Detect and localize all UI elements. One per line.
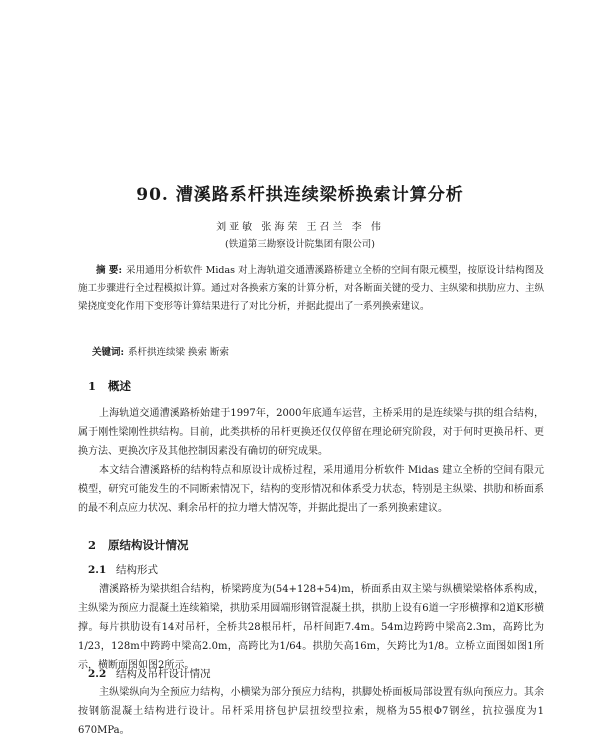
author-list: 刘亚敏 张海荣 王召兰 李 伟 [216, 222, 384, 233]
section-number: 1 [88, 379, 97, 393]
section-heading-2 [88, 537, 189, 553]
section-title: 原结构设计情况 [108, 538, 189, 552]
subsection-number: 2.1 [88, 564, 107, 576]
section-title: 概述 [108, 379, 131, 393]
subsection-title: 结构及吊杆设计情况 [116, 668, 211, 680]
section-number: 2 [88, 538, 97, 552]
subsection-title: 结构形式 [116, 564, 158, 576]
subsection-heading-2-2 [88, 666, 211, 681]
paragraph: 漕溪路桥为梁拱组合结构，桥梁跨度为(54+128+54)m，桥面系由双主梁与纵横梁梁格体系构成，主纵梁为预应力混凝土连续箱梁，拱肋采用圆端形钢管混凝土拱，拱肋上设有6道一字形横撑和2道K形横撑。每片拱肋设有14对吊杆，全桥共28根吊杆，吊杆间距7.4m。54m边跨跨中梁高2.3m，高跨比为1/23，128m中跨跨中梁高2.0m，高跨比为1/64。拱肋矢高16m，矢跨比为1/8。立桥立面图如图1所示，横断面图如图2所示。 [78, 584, 544, 671]
abstract-text: 采用通用分析软件 Midas 对上海轨道交通漕溪路桥建立全桥的空间有限元模型，按原设计结构图及施工步骤进行全过程模拟计算。通过对各换索方案的计算分析，对各断面关键的受力、主纵梁和拱肋应力、主纵梁挠度变化作用下变形等计算结果进行了对比分析，并据此提出了一系列换索建议。 [78, 265, 544, 312]
keywords-text: 系杆拱连续梁 换索 断索 [128, 347, 230, 358]
paragraph: 本文结合漕溪路桥的结构特点和原设计成桥过程，采用通用分析软件 Midas 建立全桥的空间有限元模型，研究可能发生的不同断索情况下，结构的变形情况和体系受力状态，特别是主纵梁、拱肋和桥面系的最不利点应力状况、剩余吊杆的拉力增大情况等，并据此提出了一系列换索建议。 [78, 465, 544, 514]
subsection-number: 2.2 [88, 668, 107, 680]
paragraph: 上海轨道交通漕溪路桥始建于1997年，2000年底通车运营，主桥采用的是连续梁与拱的组合结构，属于刚性梁刚性拱结构。目前，此类拱桥的吊杆更换还仅仅停留在理论研究阶段，对于何时更换吊杆、更换方法、更换次序及其他控制因素没有确切的研究成果。 [78, 408, 544, 457]
abstract-label: 摘 要: [96, 265, 122, 276]
keywords-label: 关键词: [92, 347, 125, 358]
section-heading-1 [88, 378, 131, 394]
keywords [92, 344, 542, 358]
paper-title: 90. 漕溪路系杆拱连续梁桥换索计算分析 [136, 185, 464, 205]
author-affiliation: (铁道第三勘察设计院集团有限公司) [225, 239, 375, 250]
abstract [78, 262, 544, 316]
paragraph: 主纵梁纵向为全预应力结构，小横梁为部分预应力结构，拱脚处桥面板局部设置有纵向预应力。其余按钢筋混凝土结构进行设计。吊杆采用挤包护层扭绞型拉索，规格为55根Φ7钢丝，抗拉强度为1 670MPa。 [78, 687, 544, 736]
subsection-heading-2-1 [88, 562, 158, 577]
